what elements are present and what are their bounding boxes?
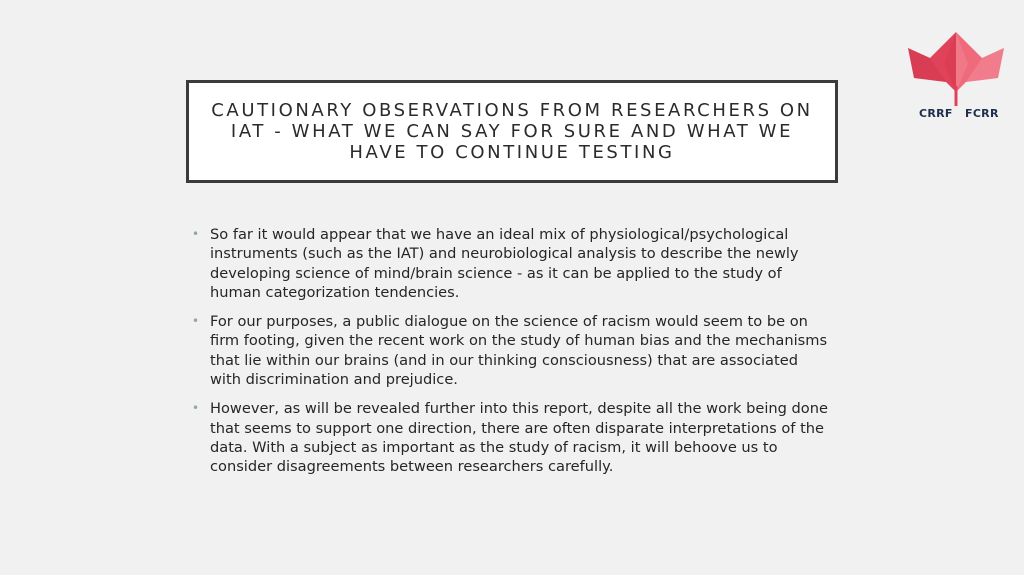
bullet-text: For our purposes, a public dialogue on the science of racism would seem to be on firm footing, given the recent work on the study of human bias and the mechanisms that lie within our brains (and in our thinking consciousness) that are associated with discrimination and prejudice. [210,313,828,389]
logo-text-fcrr: FCRR [965,107,999,120]
bullet-list [190,225,830,487]
crrf-fcrr-logo [906,30,1006,122]
bullet-marker: • [192,227,200,241]
bullet-marker: • [192,401,200,416]
slide-title: CAUTIONARY OBSERVATIONS FROM RESEARCHERS ON IAT - WHAT WE CAN SAY FOR SURE AND WHAT WE HAVE TO CONTINUE TESTING [211,100,813,163]
maple-leaf-icon [906,30,1006,108]
bullet-item-3 [190,399,830,476]
bullet-marker: • [192,314,200,329]
bullet-text: However, as will be revealed further into this report, despite all the work being done that seems to support one direction, there are often disparate interpretations of the data. With a subject as important as the study of racism, it will behoove us to consider disagreements between researchers carefully. [210,400,828,476]
title-box [186,80,838,183]
logo-text-crrf: CRRF [919,107,953,120]
bullet-item-2 [190,312,830,389]
bullet-item-1 [190,225,830,302]
bullet-text: So far it would appear that we have an ideal mix of physiological/psychological instruments (such as the IAT) and neurobiological analysis to describe the newly developing science of mind/brain science - as it can be applied to the study of human categorization tendencies. [210,226,799,301]
